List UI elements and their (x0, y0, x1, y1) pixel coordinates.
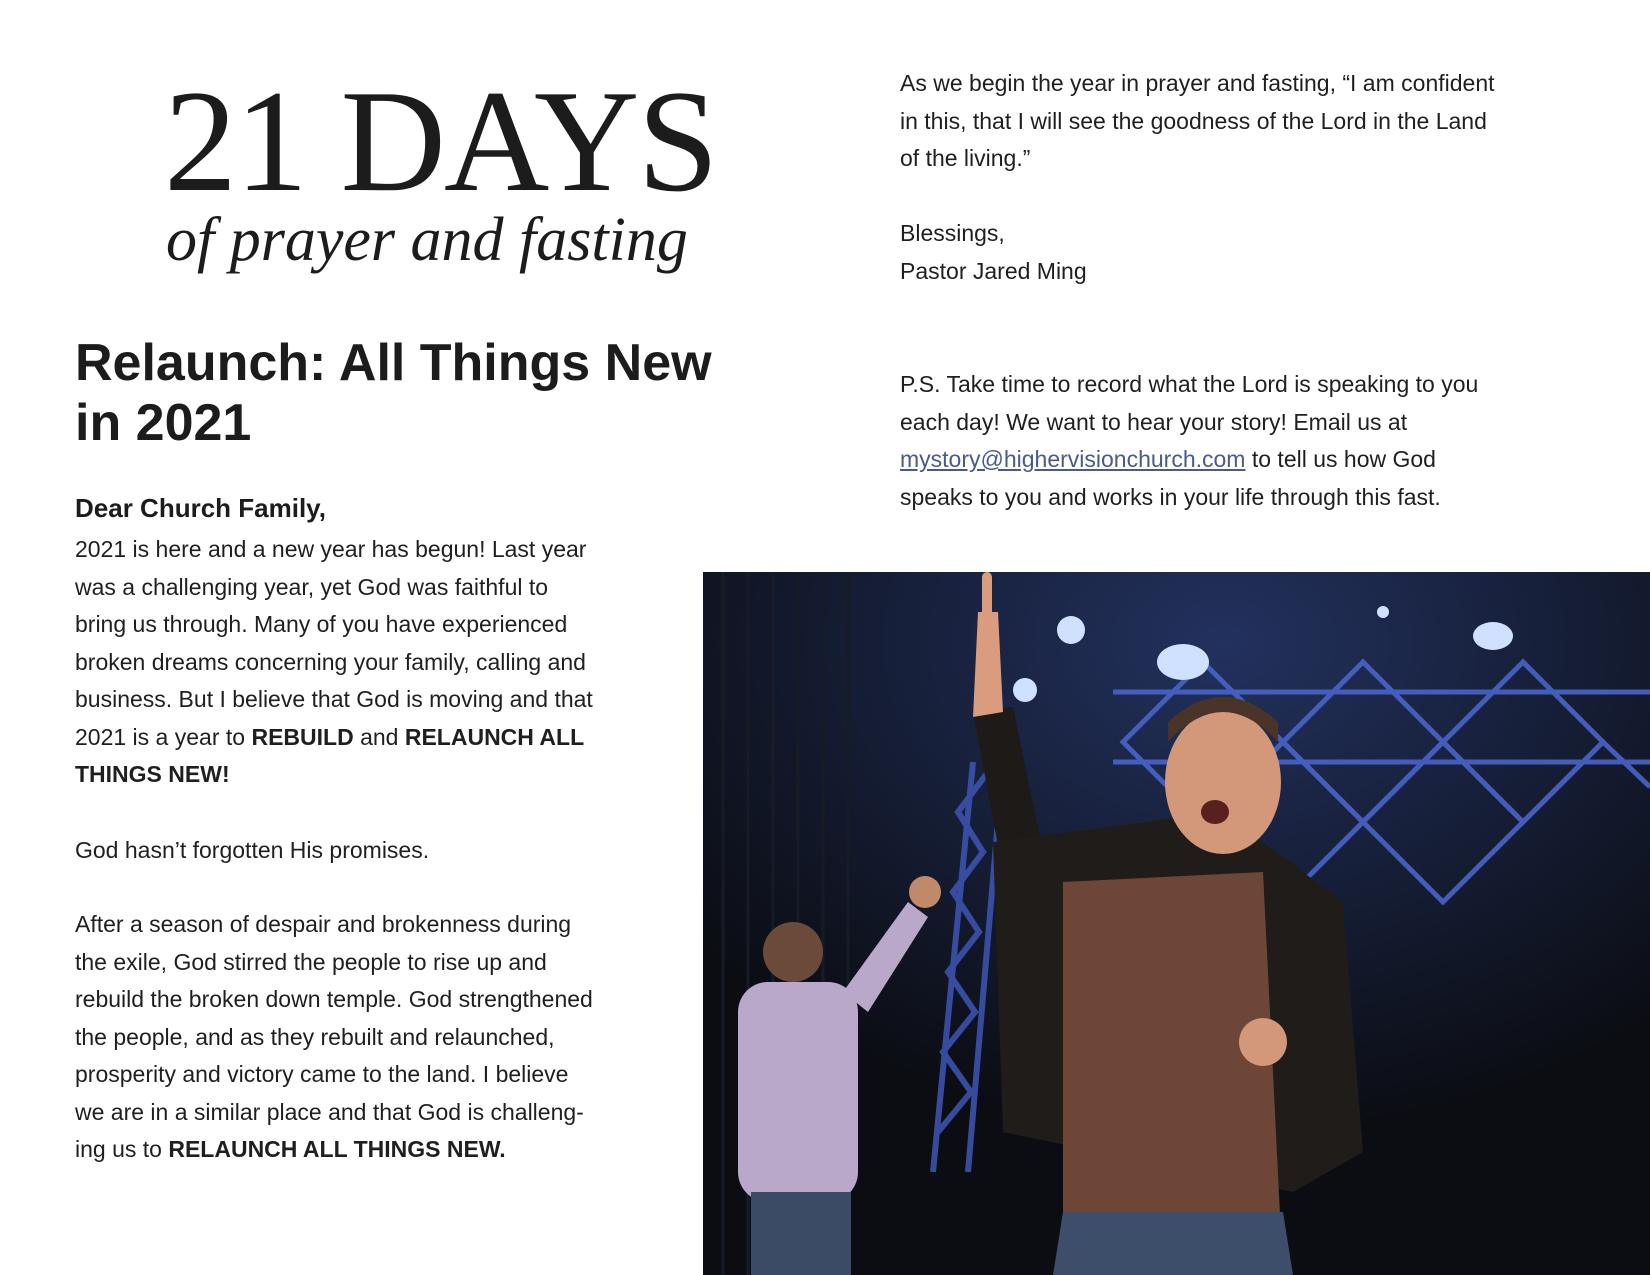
letter-paragraph-2: God hasn’t forgotten His promises. (75, 837, 430, 863)
text-line: the people, and as they rebuilt and relaunched, (75, 1023, 555, 1050)
headline-line-2: in 2021 (75, 394, 252, 452)
text-run: and (353, 723, 405, 750)
text-line: rebuild the broken down temple. God strengthened (75, 986, 593, 1012)
text-line: of the living.” (900, 145, 1031, 171)
text-line: speaks to you and works in your life through this fast. (900, 483, 1441, 510)
text-line: prosperity and victory came to the land. I believe (75, 1061, 569, 1087)
email-link[interactable]: mystory@highervisionchurch.com (900, 446, 1246, 472)
text-line: bring us through. Many of you have experienced (75, 611, 568, 637)
quote-paragraph (900, 65, 1600, 178)
text-run: ing us to (75, 1136, 169, 1162)
text-line (75, 719, 675, 757)
emphasis-relaunch-all: RELAUNCH ALL THINGS NEW. (168, 1136, 506, 1162)
emphasis-text: THINGS NEW! (75, 761, 230, 787)
closing-signature (900, 215, 1600, 290)
text-line: As we begin the year in prayer and fasting, “I am confident (900, 70, 1495, 96)
logo-subtitle: of prayer and fasting (166, 206, 688, 274)
text-line: 2021 is here and a new year has begun! Last year (75, 536, 587, 562)
text-line: each day! We want to hear your story! Email us at (900, 408, 1408, 435)
ps-paragraph (900, 366, 1600, 516)
text-line: After a season of despair and brokenness during (75, 911, 572, 937)
text-line: in this, that I will see the goodness of the Lord in the Land (900, 107, 1487, 134)
headline-line-1: Relaunch: All Things New (75, 334, 712, 392)
greeting: Dear Church Family, (75, 493, 326, 523)
text-line (900, 441, 1600, 479)
text-line (75, 1131, 675, 1169)
logo-title: 21 DAYS (164, 60, 717, 222)
emphasis-relaunch: RELAUNCH ALL (404, 723, 585, 750)
text-line: business. But I believe that God is moving and that (75, 686, 593, 712)
letter-paragraph-1 (75, 531, 675, 794)
emphasis-rebuild: REBUILD (251, 723, 354, 750)
worship-stage-photo (703, 572, 1650, 1275)
closing-word: Blessings, (900, 220, 1005, 246)
headline (75, 333, 775, 453)
letter-paragraph-3 (75, 906, 675, 1169)
emphasis-things-new (75, 756, 675, 794)
text-line: P.S. Take time to record what the Lord is speaking to you (900, 371, 1479, 397)
text-run: to tell us how God (1245, 446, 1436, 472)
text-line: broken dreams concerning your family, calling and (75, 648, 586, 675)
signature-name: Pastor Jared Ming (900, 257, 1087, 284)
text-line: was a challenging year, yet God was faithful to (75, 573, 549, 600)
stage-photo-illustration (703, 572, 1650, 1275)
text-run: 2021 is a year to (75, 723, 252, 750)
text-line: we are in a similar place and that God is challeng- (75, 1098, 584, 1125)
text-line: the exile, God stirred the people to rise up and (75, 948, 547, 975)
